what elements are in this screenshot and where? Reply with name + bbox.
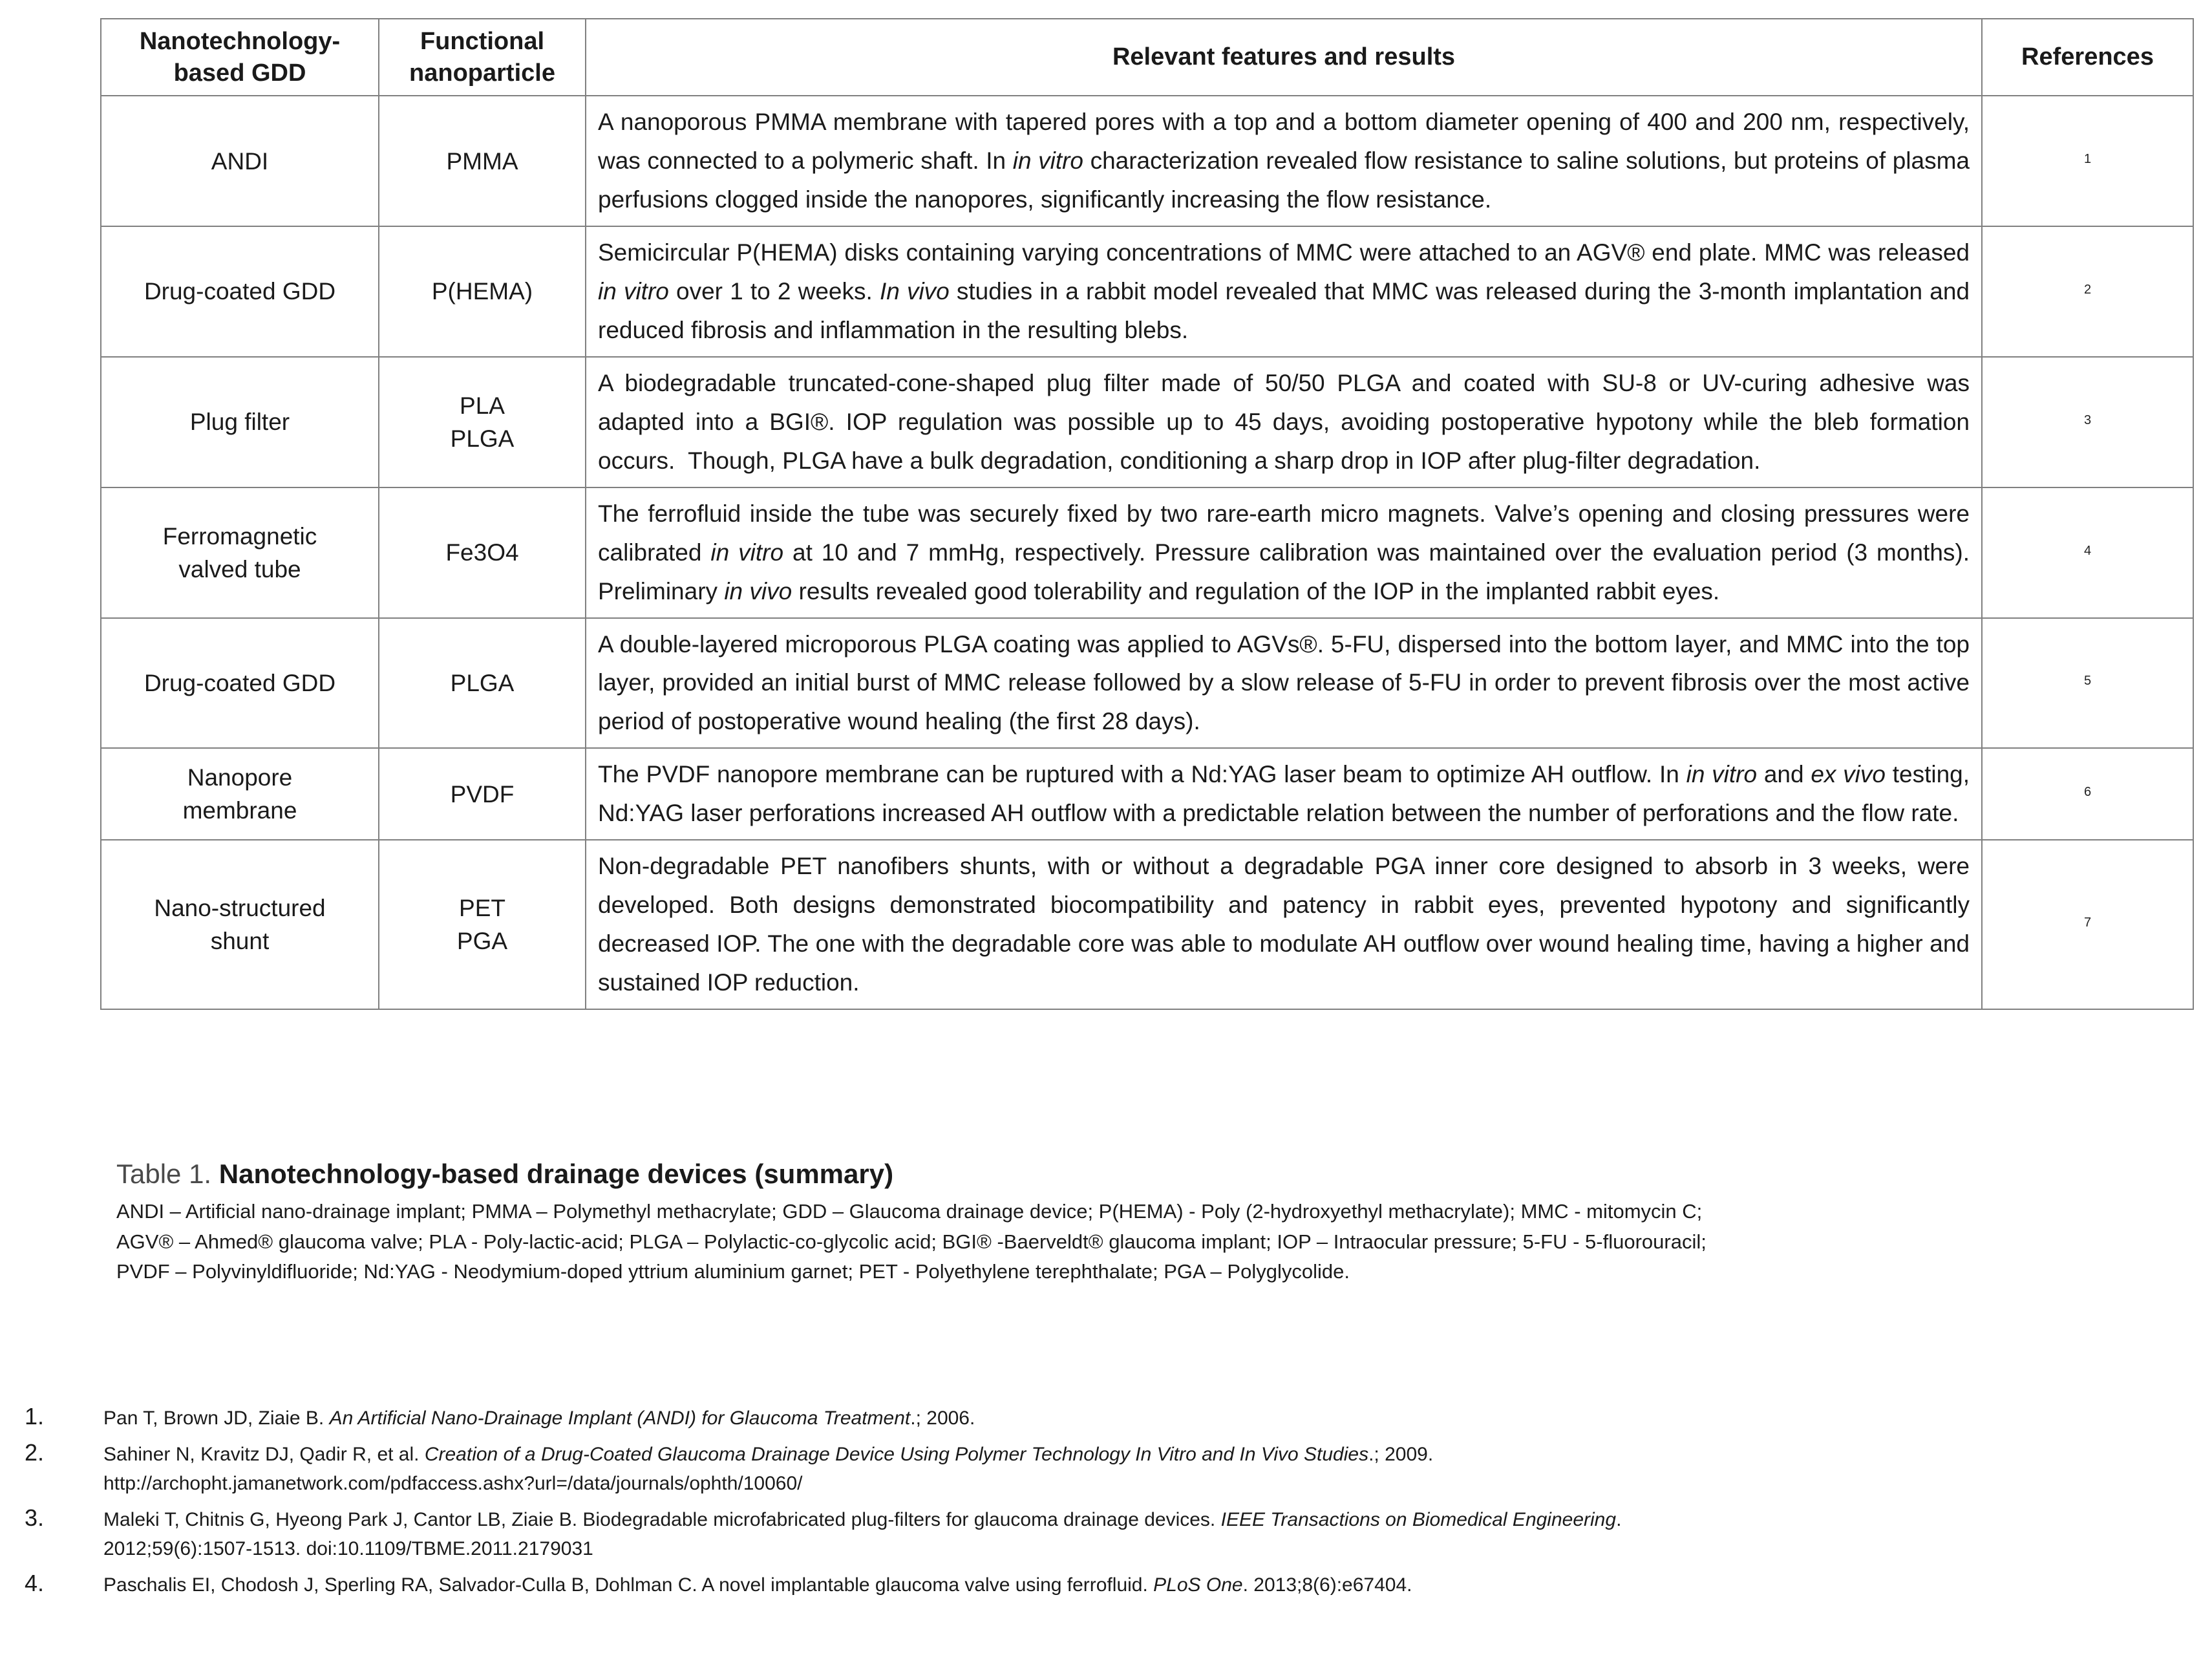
abbreviations-line-2: AGV® – Ahmed® glaucoma valve; PLA - Poly-lactic-acid; PLGA – Polylactic-co-glycolic acid; BGI® -Baerveldt® glaucoma implant; IOP – Intraocular pressure; 5-FU - 5-fluorouracil; (116, 1230, 1707, 1253)
table-row (101, 357, 2193, 487)
cell-nanoparticle-line: PET (459, 895, 505, 922)
cell-reference-marker (1982, 748, 2193, 840)
column-header-nanoparticle-line1: Functional (420, 28, 545, 55)
reference-list (19, 1402, 2191, 1605)
cell-features-text: The PVDF nanopore membrane can be ruptured with a Nd:YAG laser beam to optimize AH outflow. In in vitro and ex vivo testing, Nd:YAG laser perforations increased AH outflow with a predictable relation between the number of perforations and the flow rate. (598, 761, 1970, 827)
reference-superscript: 6 (2083, 785, 2092, 800)
cell-device: Drug-coated GDD (101, 618, 379, 749)
cell-features (586, 487, 1982, 618)
reference-item-number: 3. (25, 1504, 45, 1532)
reference-superscript: 4 (2083, 543, 2092, 558)
table-caption-block (116, 1157, 2146, 1287)
cell-nanoparticle: PVDF (379, 748, 586, 840)
column-header-references: References (1982, 19, 2193, 96)
abbreviations-line-1: ANDI – Artificial nano-drainage implant; PMMA – Polymethyl methacrylate; GDD – Glaucoma drainage device; P(HEMA) - Poly (2-hydroxyethyl methacrylate); MMC - mitomycin C; (116, 1200, 1703, 1223)
cell-reference-marker (1982, 840, 2193, 1009)
cell-device (101, 487, 379, 618)
cell-features (586, 226, 1982, 357)
cell-nanoparticle-line: PGA (456, 928, 508, 955)
cell-features-text: Semicircular P(HEMA) disks containing varying concentrations of MMC were attached to an AGV® end plate. MMC was released in vitro over 1 to 2 weeks. In vivo studies in a rabbit model revealed that MMC was released during the 3-month implantation and reduced fibrosis and inflammation in the resulting blebs. (598, 239, 1970, 343)
nanotech-gdd-table (100, 18, 2194, 1010)
cell-features (586, 618, 1982, 749)
cell-features-text: A double-layered microporous PLGA coating was applied to AGVs®. 5-FU, dispersed into the bottom layer, and MMC into the top layer, provided an initial burst of MMC release followed by a slow release of 5-FU in order to prevent fibrosis over the most active period of postoperative wound healing (the first 28 days). (598, 630, 1970, 735)
cell-device-line: Nano-structured (154, 895, 326, 922)
cell-device: ANDI (101, 96, 379, 226)
column-header-features: Relevant features and results (586, 19, 1982, 96)
cell-device (101, 748, 379, 840)
cell-device (101, 840, 379, 1009)
table-row (101, 618, 2193, 749)
cell-features-text: A nanoporous PMMA membrane with tapered pores with a top and a bottom diameter opening of 400 and 200 nm, respectively, was connected to a polymeric shaft. In in vitro characterization revealed flow resistance to saline solutions, but proteins of plasma perfusions clogged inside the nanopores, significantly increasing the flow resistance. (598, 109, 1970, 213)
cell-device-line: membrane (182, 797, 297, 824)
cell-device: Plug filter (101, 357, 379, 487)
reference-superscript: 7 (2083, 915, 2092, 930)
reference-item-number: 2. (25, 1439, 45, 1466)
table-header (101, 19, 2193, 96)
cell-reference-marker (1982, 226, 2193, 357)
cell-features-text: The ferrofluid inside the tube was securely fixed by two rare-earth micro magnets. Valve’s opening and closing pressures were calibrated in vitro at 10 and 7 mmHg, respectively. Pressure calibration was maintained over the evaluation period (3 months). Preliminary in vivo results revealed good tolerability and regulation of the IOP in the implanted rabbit eyes. (598, 500, 1970, 605)
cell-nanoparticle: PMMA (379, 96, 586, 226)
cell-features (586, 748, 1982, 840)
cell-reference-marker (1982, 618, 2193, 749)
table-caption-label: Table 1. (116, 1159, 212, 1189)
column-header-device-line1: Nanotechnology- (139, 28, 341, 55)
column-header-nanoparticle-line2: nanoparticle (409, 59, 555, 87)
reference-superscript: 5 (2083, 674, 2092, 689)
column-header-nanoparticle (379, 19, 586, 96)
table-header-row (101, 19, 2193, 96)
abbreviations-line-3: PVDF – Polyvinyldifluoride; Nd:YAG - Neodymium-doped yttrium aluminium garnet; PET - Polyethylene terephthalate; PGA – Polyglycolide. (116, 1260, 1350, 1283)
reference-superscript: 1 (2083, 152, 2092, 167)
reference-item-text: Paschalis EI, Chodosh J, Sperling RA, Salvador-Culla B, Dohlman C. A novel implantable glaucoma valve using ferrofluid. PLoS One. 2013;8(6):e67404. (103, 1574, 1412, 1596)
cell-device-line: Nanopore (187, 764, 293, 791)
reference-item-text: Maleki T, Chitnis G, Hyeong Park J, Cantor LB, Ziaie B. Biodegradable microfabricated plug-filters for glaucoma drainage devices. IEEE Transactions on Biomedical Engineering. 2012;59(6):1507-1513. doi:10.1109/TBME.2011.2179031 (103, 1509, 1622, 1559)
reference-item-text: Sahiner N, Kravitz DJ, Qadir R, et al. Creation of a Drug-Coated Glaucoma Drainage Device Using Polymer Technology In Vitro and In Vivo Studies.; 2009. http://archopht.jamanetwork.com/pdfaccess.ashx?url=/data/journals/ophth/10060/ (103, 1444, 1434, 1494)
column-header-device-line2: based GDD (173, 59, 306, 87)
reference-item-number: 1. (25, 1403, 45, 1429)
reference-list-item (19, 1503, 2191, 1563)
nanotech-gdd-table-container (100, 18, 2193, 1010)
table-row (101, 840, 2193, 1009)
cell-device-line: Ferromagnetic (162, 522, 317, 550)
cell-nanoparticle-line: PLGA (450, 425, 515, 452)
table-row (101, 96, 2193, 226)
cell-nanoparticle: P(HEMA) (379, 226, 586, 357)
cell-reference-marker (1982, 487, 2193, 618)
reference-item-number: 4. (25, 1569, 45, 1596)
cell-device: Drug-coated GDD (101, 226, 379, 357)
reference-list-item (19, 1402, 2191, 1433)
cell-reference-marker (1982, 357, 2193, 487)
reference-superscript: 2 (2083, 282, 2092, 297)
table-body (101, 96, 2193, 1009)
cell-features-text: Non-degradable PET nanofibers shunts, with or without a degradable PGA inner core designed to absorb in 3 weeks, were developed. Both designs demonstrated biocompatibility and patency in rabbit eyes, prevented hypotony and significantly decreased IOP. The one with the degradable core was able to modulate AH outflow over wound healing time, having a higher and sustained IOP reduction. (598, 853, 1970, 996)
table-row (101, 748, 2193, 840)
table-row (101, 226, 2193, 357)
cell-reference-marker (1982, 96, 2193, 226)
reference-list-item (19, 1568, 2191, 1600)
cell-features (586, 96, 1982, 226)
cell-nanoparticle-line: PLA (460, 392, 505, 419)
table-caption-text: Nanotechnology-based drainage devices (summary) (218, 1159, 894, 1189)
reference-list-item (19, 1438, 2191, 1498)
cell-features (586, 357, 1982, 487)
table-caption-title (116, 1157, 2146, 1190)
cell-device-line: shunt (210, 928, 270, 955)
cell-nanoparticle: PLGA (379, 618, 586, 749)
cell-features-text: A biodegradable truncated-cone-shaped plug filter made of 50/50 PLGA and coated with SU-8 or UV-curing adhesive was adapted into a BGI®. IOP regulation was possible up to 45 days, avoiding postoperative hypotony while the bleb formation occurs. Though, PLGA have a bulk degradation, conditioning a sharp drop in IOP after plug-filter degradation. (598, 369, 1970, 474)
column-header-device (101, 19, 379, 96)
cell-nanoparticle (379, 357, 586, 487)
cell-nanoparticle: Fe3O4 (379, 487, 586, 618)
reference-item-text: Pan T, Brown JD, Ziaie B. An Artificial Nano-Drainage Implant (ANDI) for Glaucoma Treatment.; 2006. (103, 1407, 975, 1429)
reference-superscript: 3 (2083, 412, 2092, 427)
cell-device-line: valved tube (178, 555, 301, 583)
table-row (101, 487, 2193, 618)
cell-features (586, 840, 1982, 1009)
cell-nanoparticle (379, 840, 586, 1009)
